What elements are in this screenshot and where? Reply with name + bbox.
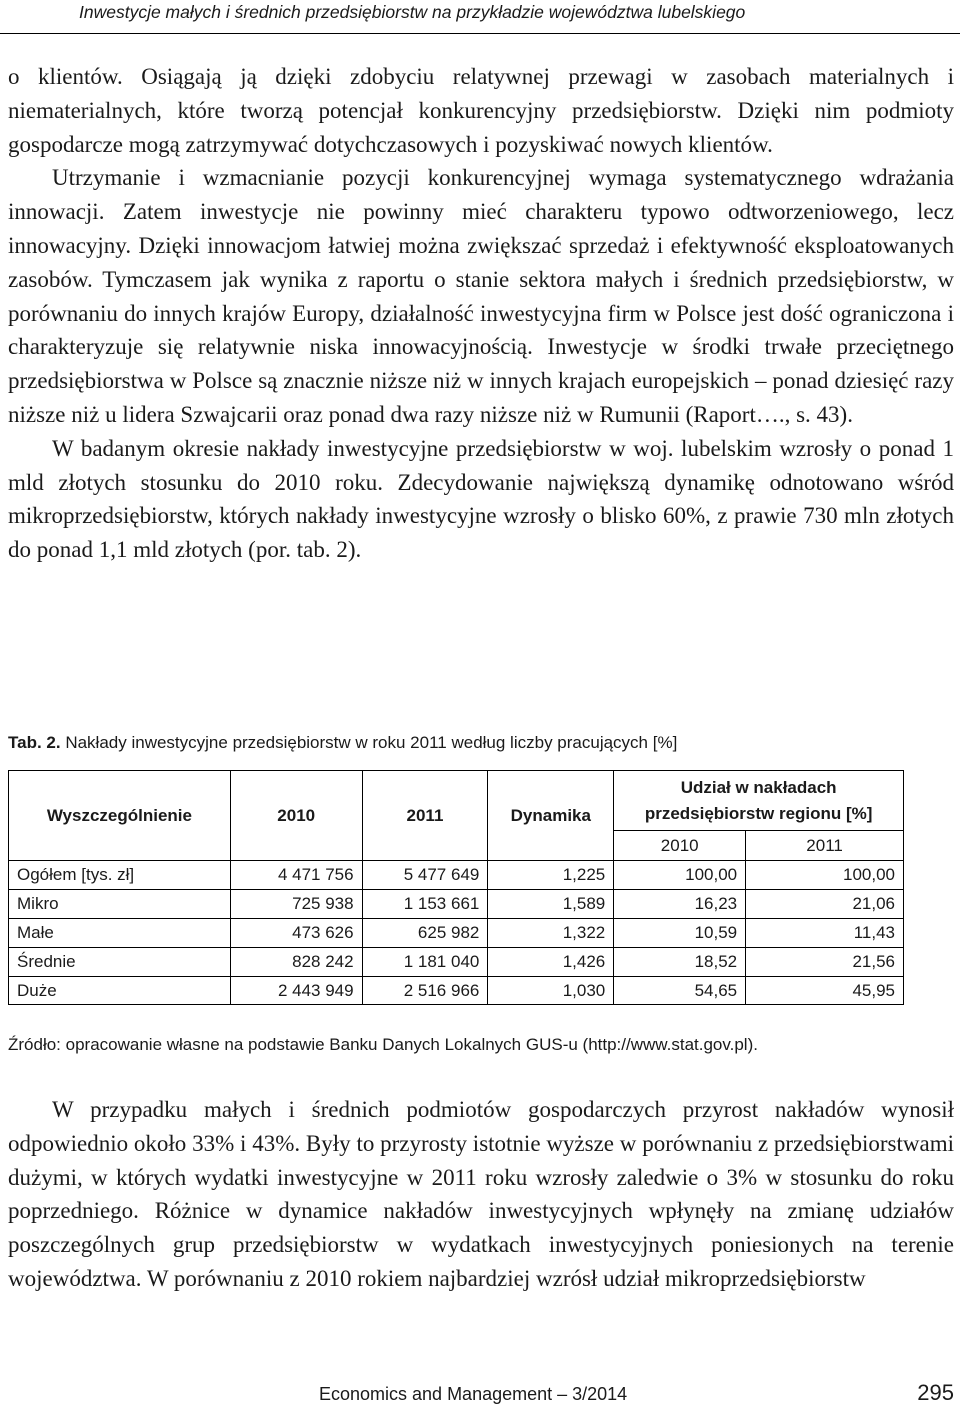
cell-dynamics: 1,426 bbox=[488, 947, 614, 976]
header-share: Udział w nakładach przedsiębiorstw regionu [%] bbox=[614, 771, 904, 831]
table-row bbox=[9, 889, 904, 918]
paragraph-continued: o klientów. Osiągają ją dzięki zdobyciu relatywnej przewagi w zasobach materialnych i niematerialnych, które tworzą potencjał konkurencyjny przedsiębiorstw. Dzięki nim podmioty gospodarcze mogą zatrzymywać dotychczasowych i pozyskiwać nowych klientów. bbox=[8, 64, 954, 157]
table-row bbox=[9, 976, 904, 1005]
cell-share-2010: 16,23 bbox=[614, 889, 746, 918]
cell-2010: 473 626 bbox=[230, 918, 362, 947]
investment-table bbox=[8, 770, 904, 1005]
cell-2011: 5 477 649 bbox=[362, 861, 488, 890]
cell-share-2010: 54,65 bbox=[614, 976, 746, 1005]
page-number: 295 bbox=[917, 1380, 954, 1405]
header-share-2010: 2010 bbox=[614, 831, 746, 861]
cell-2011: 1 181 040 bbox=[362, 947, 488, 976]
cell-dynamics: 1,589 bbox=[488, 889, 614, 918]
journal-name: Economics and Management – 3/2014 bbox=[319, 1384, 628, 1404]
cell-dynamics: 1,030 bbox=[488, 976, 614, 1005]
body-text-top bbox=[8, 60, 954, 567]
cell-2010: 828 242 bbox=[230, 947, 362, 976]
header-2010: 2010 bbox=[230, 771, 362, 861]
cell-share-2010: 10,59 bbox=[614, 918, 746, 947]
row-label: Średnie bbox=[9, 947, 231, 976]
paragraph-growth: W przypadku małych i średnich podmiotów gospodarczych przyrost nakładów wynosił odpowiednio około 33% i 43%. Były to przyrosty istotnie wyższe w porównaniu z przedsiębiorstwami dużymi, w których wydatki inwestycyjne w 2011 roku wzrosły zaledwie o 3% w stosunku do roku poprzedniego. Różnice w dynamice nakładów inwestycyjnych wpłynęły na zmianę udziałów poszczególnych grup przedsiębiorstw w wydatkach inwestycyjnych poniesionych na terenie województwa. W porównaniu z 2010 rokiem najbardziej wzrósł udział mikroprzedsiębiorstw bbox=[8, 1097, 954, 1291]
header-dynamics: Dynamika bbox=[488, 771, 614, 861]
cell-share-2010: 18,52 bbox=[614, 947, 746, 976]
cell-share-2011: 11,43 bbox=[746, 918, 904, 947]
row-label: Duże bbox=[9, 976, 231, 1005]
cell-dynamics: 1,322 bbox=[488, 918, 614, 947]
table-row bbox=[9, 918, 904, 947]
table-source: Źródło: opracowanie własne na podstawie Banku Danych Lokalnych GUS-u (http://www.stat.gov.pl). bbox=[8, 1035, 758, 1054]
cell-share-2010: 100,00 bbox=[614, 861, 746, 890]
running-header bbox=[0, 0, 960, 34]
header-2011: 2011 bbox=[362, 771, 488, 861]
cell-share-2011: 21,56 bbox=[746, 947, 904, 976]
header-item: Wyszczególnienie bbox=[9, 771, 231, 861]
cell-share-2011: 21,06 bbox=[746, 889, 904, 918]
cell-2011: 2 516 966 bbox=[362, 976, 488, 1005]
row-label: Ogółem [tys. zł] bbox=[9, 861, 231, 890]
table-row bbox=[9, 947, 904, 976]
cell-2011: 1 153 661 bbox=[362, 889, 488, 918]
running-title: Inwestycje małych i średnich przedsiębiorstw na przykładzie województwa lubelskiego bbox=[79, 2, 746, 22]
row-label: Małe bbox=[9, 918, 231, 947]
cell-2011: 625 982 bbox=[362, 918, 488, 947]
cell-share-2011: 100,00 bbox=[746, 861, 904, 890]
page-footer bbox=[0, 1382, 960, 1410]
paragraph-innovation: Utrzymanie i wzmacnianie pozycji konkurencyjnej wymaga systematycznego wdrażania innowacji. Zatem inwestycje nie powinny mieć charakteru typowo odtworzeniowego, lecz innowacyjny. Dzięki innowacjom łatwiej można zwiększać sprzedaż i efektywność eksploatowanych zasobów. Tymczasem jak wynika z raportu o stanie sektora małych i średnich przedsiębiorstw, w porównaniu do innych krajów Europy, działalność inwestycyjna firm w Polsce jest dość ograniczona i charakteryzuje się relatywnie niska innowacyjnością. Inwestycje w środki trwałe przeciętnego przedsiębiorstwa w Polsce są znacznie niższe niż w innych krajach europejskich – ponad dziesięć razy niższe niż u lidera Szwajcarii oraz ponad dwa razy niższe niż w Rumunii (Raport…., s. 43). bbox=[8, 165, 954, 427]
table-row bbox=[9, 861, 904, 890]
cell-2010: 4 471 756 bbox=[230, 861, 362, 890]
paragraph-lubelskie: W badanym okresie nakłady inwestycyjne przedsiębiorstw w woj. lubelskim wzrosły o ponad 1 mld złotych stosunku do 2010 roku. Zdecydowanie największą dynamikę odnotowano wśród mikroprzedsiębiorstw, których nakłady inwestycyjne wzrosły o blisko 60%, z prawie 730 mln złotych do ponad 1,1 mld złotych (por. tab. 2). bbox=[8, 435, 954, 563]
table-caption-text: Nakłady inwestycyjne przedsiębiorstw w roku 2011 według liczby pracujących [%] bbox=[65, 733, 678, 752]
table-caption-label: Tab. 2. bbox=[8, 733, 61, 752]
cell-2010: 2 443 949 bbox=[230, 976, 362, 1005]
cell-2010: 725 938 bbox=[230, 889, 362, 918]
cell-share-2011: 45,95 bbox=[746, 976, 904, 1005]
row-label: Mikro bbox=[9, 889, 231, 918]
header-share-2011: 2011 bbox=[746, 831, 904, 861]
table-caption bbox=[8, 730, 677, 756]
body-text-bottom bbox=[8, 1093, 954, 1296]
cell-dynamics: 1,225 bbox=[488, 861, 614, 890]
